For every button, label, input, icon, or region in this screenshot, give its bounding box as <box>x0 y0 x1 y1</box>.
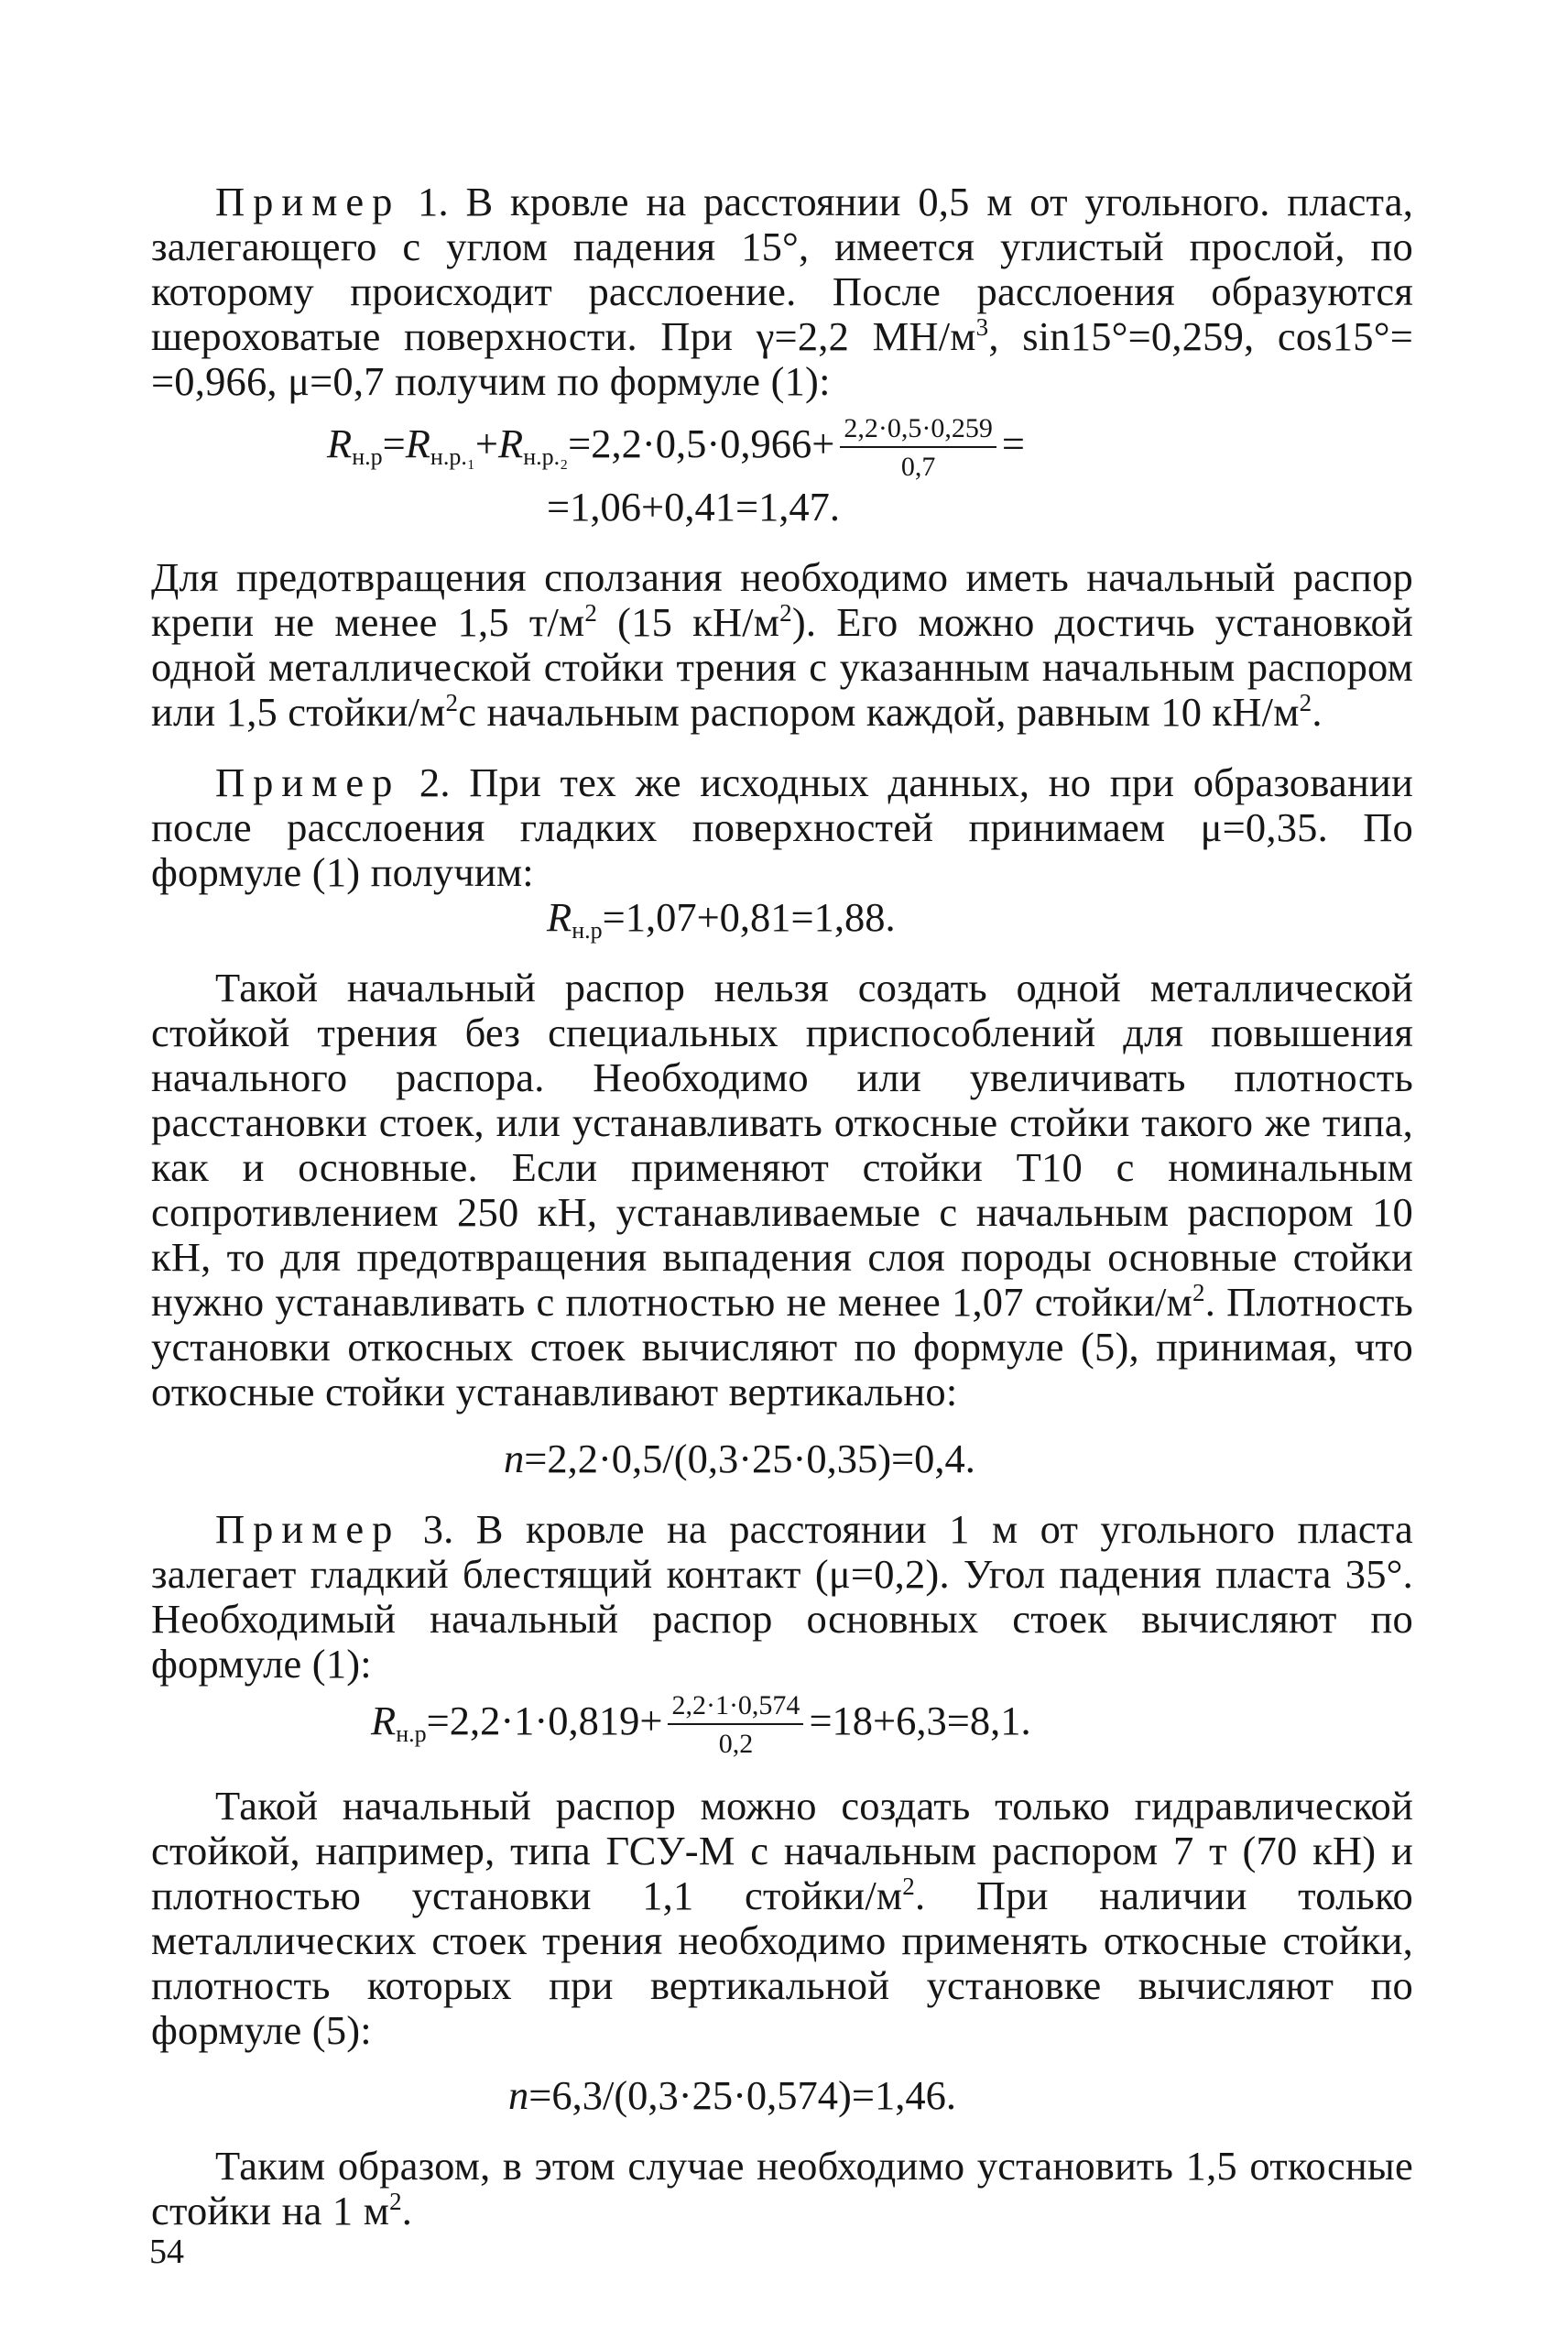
formula-expression: =2,2·0,5·0,966+ <box>568 420 835 467</box>
formula-subscript: н.р.₂ <box>523 443 569 471</box>
formula-symbol: R <box>547 894 572 940</box>
formula-2 <box>547 894 1413 944</box>
formula-result: =1,06+0,41=1,47. <box>547 484 841 530</box>
formula-3 <box>371 1692 1413 1758</box>
superscript: 2 <box>1192 1279 1205 1306</box>
formula-eq: = <box>382 420 406 467</box>
formula-fraction <box>668 1692 803 1758</box>
formula-expression: =2,2·1·0,819+ <box>426 1698 663 1744</box>
text-run: . Плотность установки откосных стоек вычисляют по формуле (5), принимая, что откосные стойки устанавливают вертикально: <box>151 1279 1413 1414</box>
text-run: (15 кН/м <box>597 599 780 645</box>
formula-symbol: n <box>504 1436 525 1481</box>
formula-expression: =6,3/(0,3·25·0,574)=1,46. <box>528 2072 956 2118</box>
example-1-text-cont: , sin15°=0,259, cos15°= =0,966, μ=0,7 получим по формуле (1): <box>151 313 1414 404</box>
formula-symbol: R <box>405 420 430 467</box>
formula-symbol: n <box>508 2072 529 2118</box>
formula-plus: + <box>474 420 498 467</box>
formula-expression: =2,2·0,5/(0,3·25·0,35)=0,4. <box>524 1436 975 1481</box>
example-3-number: 3. <box>422 1506 454 1552</box>
example-1-explanation <box>151 555 1413 735</box>
superscript: 2 <box>1299 689 1312 716</box>
formula-subscript: н.р.₁ <box>430 443 475 471</box>
conclusion-paragraph <box>151 2144 1413 2233</box>
example-2-text: При тех же исходных данных, но при образовании после расслоения гладких поверхностей принимаем μ=0,35. По формуле (1) получим: <box>151 759 1413 895</box>
text-run: . <box>401 2188 413 2233</box>
formula-fraction <box>840 415 996 481</box>
fraction-numerator: 2,2·1·0,574 <box>668 1692 803 1725</box>
superscript: 2 <box>389 2188 402 2215</box>
superscript: 2 <box>445 689 459 716</box>
example-2-explanation <box>151 966 1413 1414</box>
example-1-number: 1. <box>418 179 449 224</box>
text-run: ). Его можно достичь установкой одной металлической стойки трения с указанным начальным распором или 1,5 стойки/м <box>151 599 1413 735</box>
formula-1b <box>547 485 1413 530</box>
text-run: Для предотвращения сползания необходимо иметь начальный распор крепи не менее 1,5 т/м <box>151 554 1413 645</box>
example-3-explanation <box>151 1784 1413 2053</box>
formula-symbol: R <box>371 1698 397 1744</box>
text-run: Такой начальный распор нельзя создать одной металлической стойкой трения без специальных приспособлений для повышения начального распора. Необходимо или увеличивать плотность расстановки стоек, или устанавливать откосные стойки такого же типа, как и основные. Если применяют стойки Т10 с номинальным сопротивлением 250 кН, устанавливаемые с начальным распором 10 кН, то для предотвращения выпадения слоя породы основные стойки нужно устанавливать с плотностью не менее 1,07 стойки/м <box>151 965 1413 1325</box>
formula-symbol: R <box>327 420 353 467</box>
superscript: 2 <box>584 599 598 627</box>
text-run: Таким образом, в этом случае необходимо установить 1,5 откосные стойки на 1 м <box>151 2143 1413 2233</box>
superscript: 2 <box>902 1873 915 1900</box>
formula-symbol: R <box>498 420 524 467</box>
fraction-denominator: 0,2 <box>718 1729 754 1759</box>
formula-1a <box>327 415 1413 481</box>
formula-expression: =1,07+0,81=1,88. <box>602 894 896 940</box>
example-1-text: В кровле на расстоянии 0,5 м от угольного. пласта, залегающего с углом падения 15°, имеется углистый прослой, по которому происходит расслоение. После расслоения образуются шероховатые поверхности. При γ=2,2 МН/м <box>151 179 1414 359</box>
formula-subscript: н.р <box>396 1720 427 1748</box>
text-run: . При наличии только металлических стоек трения необходимо применять откосные стойки, плотность которых при вертикальной установке вычисляют по формуле (5): <box>151 1873 1413 2053</box>
text-run: . <box>1312 689 1323 735</box>
superscript: 2 <box>779 599 792 627</box>
example-3-text: В кровле на расстоянии 1 м от угольного пласта залегает гладкий блестящий контакт (μ=0,2). Угол падения пласта 35°. Необходимый начальный распор основных стоек вычисляют по формуле (1): <box>151 1506 1414 1687</box>
formula-subscript: н.р <box>572 917 603 944</box>
example-2-label: Пример <box>215 759 401 805</box>
formula-eq: = <box>1001 420 1025 467</box>
example-2-paragraph <box>151 760 1413 895</box>
page-body <box>151 180 1413 2233</box>
formula-2b <box>504 1436 1413 1481</box>
formula-result: =18+6,3=8,1. <box>809 1698 1031 1744</box>
formula-subscript: н.р <box>352 443 383 471</box>
formula-3b <box>508 2073 1413 2118</box>
text-run: с начальным распором каждой, равным 10 кН/м <box>458 689 1300 735</box>
example-1-label: Пример <box>215 179 401 224</box>
example-3-label: Пример <box>215 1506 401 1552</box>
text-run: Такой начальный распор можно создать только гидравлической стойкой, например, типа ГСУ-М с начальным распором 7 т (70 кН) и плотностью установки 1,1 стойки/м <box>151 1783 1413 1918</box>
example-1-paragraph <box>151 180 1413 404</box>
example-2-number: 2. <box>419 759 451 805</box>
superscript: 3 <box>975 313 989 341</box>
fraction-numerator: 2,2·0,5·0,259 <box>840 415 996 448</box>
fraction-denominator: 0,7 <box>900 452 936 482</box>
page-number: 54 <box>149 2233 184 2271</box>
example-3-paragraph <box>151 1507 1413 1687</box>
